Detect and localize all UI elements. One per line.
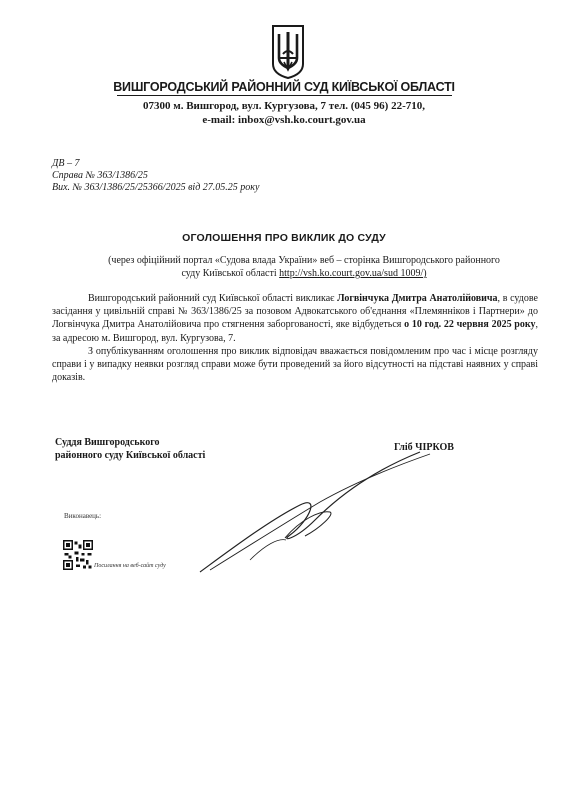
portal-line1: (через офіційний портал «Судова влада України» веб – сторінка Вишгородського районного: [108, 255, 500, 266]
hearing-date: о 10 год. 22 червня 2025 року: [404, 319, 536, 331]
ref-case-number: Справа № 363/1386/25: [52, 170, 148, 181]
signer-name: Гліб ЧІРКОВ: [394, 442, 454, 453]
coat-of-arms-icon: [270, 24, 306, 80]
defendant-name: Логвінчука Дмитра Анатолійовича: [337, 293, 498, 304]
qr-code-icon: [63, 540, 93, 570]
notice-body: [52, 292, 538, 384]
court-website-link[interactable]: http://vsh.ko.court.gov.ua/sud 1009/): [279, 268, 427, 279]
portal-line2: суду Київської області http://vsh.ko.court.gov.ua/sud 1009/): [181, 268, 427, 279]
court-address: 07300 м. Вишгород, вул. Кургузова, 7 тел. (045 96) 22-710,: [142, 100, 426, 112]
handwritten-signature: [190, 450, 450, 580]
document-title: ОГОЛОШЕННЯ ПРО ВИКЛИК ДО СУДУ: [182, 232, 386, 244]
signer-title: Суддя Вишгородського районного суду Київської області: [55, 437, 206, 461]
paragraph-consequence: З опублікуванням оголошення про виклик відповідач вважається повідомленим про час і місце розгляду справи і у випадку неявки розгляд справи може бути проведений за його відсутності на підставі наявних у справі доказів.: [52, 345, 538, 384]
court-name: ВИШГОРОДСЬКИЙ РАЙОННИЙ СУД КИЇВСЬКОЇ ОБЛАСТІ: [113, 80, 455, 94]
ref-dv: ДВ – 7: [52, 158, 80, 169]
court-email: e-mail: inbox@vsh.ko.court.gov.ua: [202, 114, 366, 126]
paragraph-summons: Вишгородський районний суд Київської області викликає Логвінчука Дмитра Анатолійовича, в судове засідання у цивільній справі № 363/1386/25 за позовом Адвокатського об'єднання «Племяннiков і Партнери» до Логвінчука Дмитра Анатолійовича про стягнення заборгованості, яке відбудеться о 10 год. 22 червня 2025 року, за адресою м. Вишгород, вул. Кургузова, 7.: [52, 293, 538, 344]
ref-outgoing-number: Вих. № 363/1386/25/25366/2025 від 27.05.25 року: [52, 182, 260, 193]
executor-label: Виконавець:: [64, 512, 102, 520]
portal-note: [70, 254, 538, 280]
qr-caption: Посилання на веб-сайт суду: [94, 563, 166, 569]
